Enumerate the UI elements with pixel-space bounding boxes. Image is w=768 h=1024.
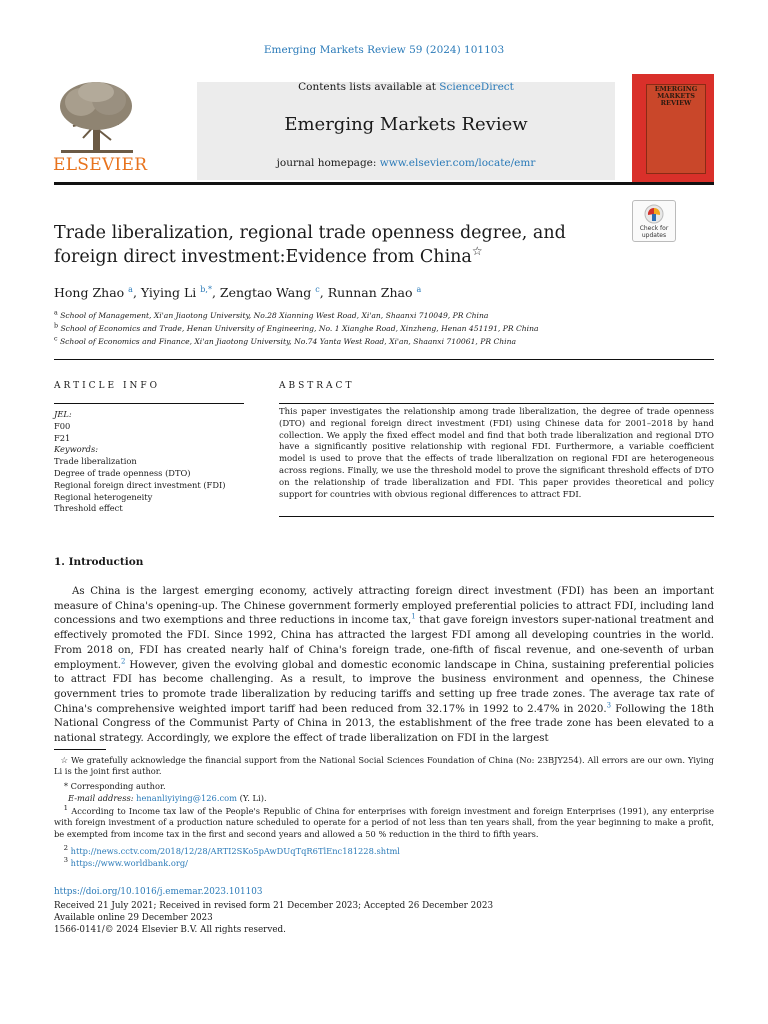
footnote-text: We gratefully acknowledge the financial support from the National Social Sciences Foundation of China (No: 23BJY254). All errors are our own. Yiying Li is the joint first author. [54, 755, 714, 777]
keywords-label: Keywords: [54, 444, 99, 455]
keyword: Trade liberalization [54, 456, 137, 467]
author-name[interactable]: Runnan Zhao [327, 285, 413, 300]
author-name[interactable]: Hong Zhao [54, 285, 125, 300]
article-info-list [54, 409, 244, 515]
author-affiliation-mark[interactable]: a [416, 284, 422, 294]
keyword: Regional foreign direct investment (FDI) [54, 479, 226, 490]
check-updates-label: Check for updates [639, 225, 669, 239]
footnote-url-link[interactable]: https://www.worldbank.org/ [70, 858, 188, 868]
journal-title: Emerging Markets Review [284, 114, 528, 135]
affiliation [54, 323, 714, 334]
footnote-2: $^2$ http://news.cctv.com/2018/12/28/ARTI2SKo5pAwDUqTqR6TlEnc181228.shtml [63, 844, 400, 856]
author-name[interactable]: Yiying Li [140, 285, 197, 300]
doi-link[interactable]: https://doi.org/10.1016/j.ememar.2023.101103 [54, 887, 263, 897]
article-title [54, 221, 614, 269]
contents-prefix: Contents lists available at [298, 81, 440, 93]
check-for-updates-button[interactable] [632, 200, 676, 242]
title-footnote-mark[interactable]: ☆ [471, 244, 483, 259]
elsevier-wordmark: ELSEVIER [53, 155, 148, 175]
footnote-rule [54, 749, 106, 750]
author-affiliation-mark[interactable]: c [315, 284, 320, 294]
footnote-url-link[interactable]: http://news.cctv.com/2018/12/28/ARTI2SKo5pAwDUqTqR6TlEnc181228.shtml [70, 846, 400, 856]
affiliation [54, 310, 714, 321]
affiliation-label: c [54, 335, 58, 343]
copyright: 1566-0141/© 2024 Elsevier B.V. All rights reserved. [54, 925, 286, 935]
affiliation-label: b [54, 322, 59, 330]
journal-cover-thumbnail [632, 74, 714, 182]
cover-title: EMERGING MARKETS REVIEW [654, 85, 698, 107]
intro-text: As China is the largest emerging economy, actively attracting foreign direct investment (FDI) has been an important measure of China's opening-up. The Chinese government formerly employed preferential policies to attract FDI, including land concessions and two exemptions and three reductions in income tax, [54, 586, 714, 627]
footnote-mark: ☆ [60, 755, 68, 765]
author-affiliation-mark[interactable]: b,* [200, 284, 212, 294]
intro-text: However, given the evolving global and domestic economic landscape in China, sustaining preferential policies to attract FDI has become challenging. As a result, to improve the business environment and openness, the Chinese government tries to promote trade liberalization by reducing tariffs and setting up free trade zones. The average tax rate of China's comprehensive weighted import tariff had been reduced from 32.17% in 1992 to 2.47% in 2020. [54, 659, 714, 715]
available-online: Available online 29 December 2023 [54, 913, 213, 923]
homepage-prefix: journal homepage: [276, 157, 380, 169]
footnote-mark: * [63, 781, 68, 791]
jel-code: F00 [54, 420, 71, 431]
keyword: Regional heterogeneity [54, 491, 153, 502]
abstract-bottom-rule [279, 516, 714, 517]
introduction-heading: 1. Introduction [54, 556, 144, 568]
article-title-text: Trade liberalization, regional trade openness degree, and foreign direct investment:Evidence from China [54, 223, 566, 267]
footnote-3: $^3$ https://www.worldbank.org/ [63, 856, 188, 868]
affiliation [54, 336, 714, 347]
abstract-heading: ABSTRACT [279, 381, 355, 391]
jel-code: F21 [54, 432, 71, 443]
email-suffix: (Y. Li). [236, 793, 267, 803]
footnote-ref[interactable]: 3 [606, 701, 612, 710]
header-rule [54, 182, 714, 185]
affiliation-text: School of Economics and Trade, Henan University of Engineering, No. 1 Xianghe Road, Xinzheng, Henan 451191, PR China [60, 324, 539, 333]
email-link[interactable]: henanliyiying@126.com [136, 793, 237, 803]
introduction-paragraph [54, 585, 714, 747]
journal-citation-link[interactable]: Emerging Markets Review 59 (2024) 101103 [263, 44, 505, 56]
intro-text: that gave foreign investors super-national treatment and effectively promoted the FDI. Since 1992, China has attracted the largest FDI among all developing countries in the world. From 2018 on, FDI has created nearly half of China's foreign trade, one-fifth of fiscal revenue, and one-seventh of urban employment. [54, 615, 714, 671]
footnote-text: Corresponding author. [70, 781, 166, 791]
abstract-rule [279, 403, 714, 404]
footnote-funding [54, 755, 714, 778]
footnote-1: $^1$ According to Income tax law of the People's Republic of China for enterprises with foreign investment and foreign Enterprises (1991), any enterprise with foreign investment of a production nature scheduled to operate for a period of not less than ten years shall, from the year beginning to make a profit, be exempted from income tax in the first and second years and allowed a 50 % reduction in the third to fifth years. [54, 804, 714, 839]
journal-homepage [197, 157, 615, 169]
section-divider [54, 359, 714, 360]
footnote-email [68, 793, 708, 804]
author-affiliation-mark[interactable]: a [128, 284, 133, 294]
affiliation-text: School of Management, Xi'an Jiaotong University, No.28 Xianning West Road, Xi'an, Shaanxi 710049, PR China [60, 311, 489, 320]
author-list: Hong Zhao $^a$, Yiying Li $^{b,*}$, Zengtao Wang $^c$, Runnan Zhao $^a$ [54, 284, 422, 300]
footnote-ref[interactable]: 1 [411, 613, 416, 622]
keyword: Degree of trade openness (DTO) [54, 467, 191, 478]
keyword: Threshold effect [54, 503, 123, 514]
jel-label: JEL: [54, 409, 72, 419]
footnote-corresponding [54, 781, 714, 792]
article-info-heading: ARTICLE INFO [54, 381, 161, 391]
footnote-text: According to Income tax law of the People's Republic of China for enterprises with foreign investment and foreign Enterprises (1991), any enterprise with foreign investment of a production nature scheduled to operate for a period of not less than ten years shall, from the year beginning to make a profit, be exempted from income tax in the first and second years and allowed a 50 % reduction in the third to fifth years. [54, 806, 714, 839]
abstract-text: This paper investigates the relationship among trade liberalization, the degree of trade openness (DTO) and regional foreign direct investment (FDI) using Chinese data for 2001–2018 by hand collection. We apply the fixed effect model and find that both trade liberalization and regional DTO have a significantly positive relationship with regional FDI. Furthermore, a variable coefficient model is used to prove that the effects of trade liberalization on regional FDI are heterogeneous across regions. Finally, we use the threshold model to prove the significant threshold effects of DTO on the relationship of trade liberalization and FDI. This paper provides theoretical and policy support for countries with obvious regional differences to attract FDI. [279, 407, 714, 500]
check-updates-icon [633, 201, 675, 227]
sciencedirect-link[interactable]: ScienceDirect [439, 81, 514, 93]
affiliation-label: a [54, 309, 58, 317]
received-dates: Received 21 July 2021; Received in revised form 21 December 2023; Accepted 26 December 2023 [54, 901, 494, 911]
homepage-link[interactable]: www.elsevier.com/locate/emr [379, 157, 536, 169]
footnote-ref[interactable]: 2 [120, 657, 126, 666]
article-info-rule [54, 403, 244, 404]
author-name[interactable]: Zengtao Wang [219, 285, 312, 300]
intro-text: Following the 18th National Congress of the Communist Party of China in 2013, the establishment of the free trade zone has been elevated to a national strategy. Accordingly, we explore the effect of trade liberalization on FDI in the largest [54, 703, 714, 745]
contents-line [197, 81, 615, 93]
email-label: E-mail address: [68, 793, 137, 803]
affiliation-text: School of Economics and Finance, Xi'an Jiaotong University, No.74 Yanta West Road, Xi'an, Shaanxi 710061, PR China [59, 337, 517, 346]
